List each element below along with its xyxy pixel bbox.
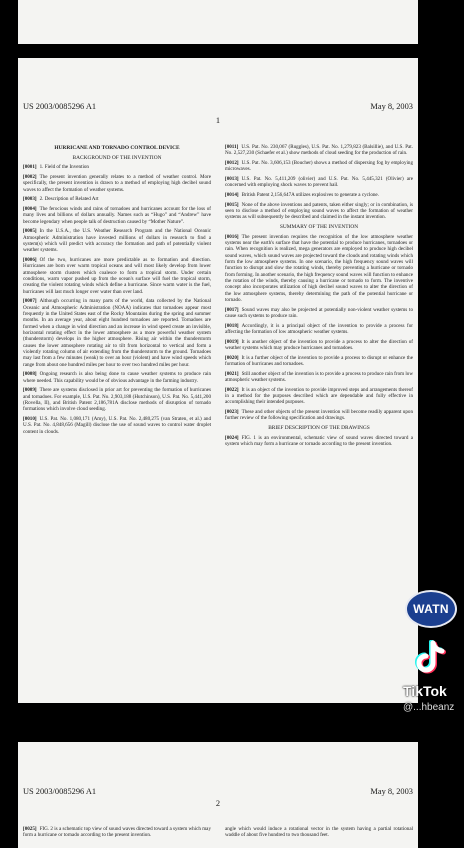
document-title: HURRICANE AND TORNADO CONTROL DEVICE (54, 145, 180, 151)
paragraph (225, 234, 413, 304)
paragraph-number: [0015] (225, 201, 239, 208)
paragraph-number: [0022] (225, 386, 239, 393)
paragraph-number: [0019] (225, 338, 239, 345)
paragraph (225, 339, 413, 352)
paragraph-number: [0011] (225, 144, 239, 150)
paragraph (225, 826, 413, 839)
paragraph-number: [0024] (225, 434, 239, 441)
page-number: 1 (215, 116, 221, 125)
paragraph-text: It is a further object of the invention to provide a process to disrupt or enhance the formation of hurricanes and tornadoes. (225, 354, 413, 367)
creator-username: @...hbeanz (403, 702, 455, 713)
paragraph-text: Still another object of the invention is to provide a process to produce rain from low atmospheric weather systems. (225, 370, 413, 383)
tiktok-logo-icon (414, 640, 446, 676)
tiktok-wordmark: TikTok (403, 683, 447, 699)
previous-page-edge (18, 0, 418, 44)
paragraph-text: These and other objects of the present invention will become readily apparent upon further review of the following specification and drawings. (225, 408, 413, 422)
paragraph-number: [0001] (23, 164, 37, 171)
paragraph (225, 355, 413, 368)
paragraph-number: [0010] (23, 415, 37, 422)
paragraph-text: 1. Field of the Invention (39, 164, 89, 171)
station-badge-label: WATN (413, 602, 449, 616)
right-text-column (225, 826, 413, 842)
paragraph (23, 228, 211, 253)
paragraph-text: It is another object of the invention to provide a process to alter the direction of weather systems which may produce hurricanes and tornadoes. (225, 338, 413, 351)
paragraph-number: [0008] (23, 371, 37, 378)
paragraph-number: [0018] (225, 322, 239, 329)
paragraph-text: It is an object of the invention to provide improved steps and arrangements thereof in a method for the purposes described which are dependable and fully effective in accomplishing their intended purposes. (225, 386, 413, 406)
paragraph-text: U.S. Pat. No. 230,067 (Ruggles), U.S. Pat. No. 1,279,823 (Balsillie), and U.S. Pat. No. 2,527,230 (Schaefer et al.) show methods of cloud seeding for the production of rain. (225, 144, 413, 157)
paragraph-number: [0009] (23, 387, 37, 394)
publication-date: May 8, 2003 (370, 787, 413, 796)
paragraph (225, 160, 413, 173)
paragraph-text: U.S. Pat. No. 5,411,209 (olivier) and U.S. Pat. No. 5,445,321 (Olivier) are concerned with employing shock waves to prevent hail. (225, 175, 413, 189)
paragraph-text: Ongoing research is also being done to cause weather systems to produce rain where needed. This capability would be of obvious advantage in the farming industry. (23, 371, 211, 384)
paragraph (23, 174, 211, 193)
paragraph-text: There are systems disclosed in prior art for preventing the formation of hurricanes and tornadoes. For example, U.S. Pat. No. 2,903,188 (Hutchinson), U.S. Pat. No. 5,441,200 (Rovella, II), and British Patent 2,186,781A disclose methods of disruption of tornado formations which involve cloud seeding. (23, 387, 211, 413)
paragraph (225, 307, 413, 320)
section-heading: SUMMARY OF THE INVENTION (279, 223, 359, 230)
paragraph-number: [0007] (23, 298, 37, 305)
left-text-column (23, 144, 211, 451)
paragraph (23, 387, 211, 412)
paragraph-number: [0014] (225, 191, 239, 198)
patent-page-1 (18, 58, 418, 703)
paragraph-number: [0017] (225, 306, 239, 313)
paragraph-text: FIG. 1 is an environmental, schematic view of sound waves directed toward a system which may form a hurricane or tornado according to the present invention. (225, 434, 413, 447)
paragraph-number: [0006] (23, 256, 37, 263)
paragraph (225, 192, 413, 198)
paragraph-text: The present invention requires the recognition of the low atmosphere weather systems near the earth's surface that have the potential to produce hurricanes, tornadoes or rain. When recognition is realized, mega generators are employed to produce high decibel sound waves, which sound waves are projected toward the clouds and rotating winds which form the low atmosphere systems. In one scenario, the high frequency sound waves will function to disrupt and slow the rotating winds, thereby preventing a hurricane or tornado from forming. In another scenario, the high frequency sound waves will function to enhance the rotation of the winds, thereby causing a hurricane or tornado to form. The inventive concept also incorporates utilization of high decibel sound waves to alter the direction of the low atmosphere systems, thereby determining the path of the potential hurricane or tornado. (225, 233, 413, 303)
paragraph (23, 371, 211, 384)
paragraph (23, 298, 211, 368)
paragraph-number: [0016] (225, 233, 239, 240)
publication-number: US 2003/0085296 A1 (23, 787, 97, 796)
paragraph-number: [0005] (23, 228, 37, 235)
paragraph (23, 206, 211, 225)
paragraph-text: The present invention generally relates to a method of weather control. More specifically, the present invention is drawn to a method of employing high decibel sound waves to affect the formation of weather systems. (23, 173, 211, 193)
paragraph (225, 435, 413, 448)
paragraph-number: [0002] (23, 173, 37, 180)
paragraph (225, 371, 413, 384)
page-header (23, 102, 413, 111)
paragraph (23, 164, 211, 170)
page-number: 2 (215, 799, 221, 808)
paragraph (225, 202, 413, 221)
section-heading: BACKGROUND OF THE INVENTION (72, 154, 162, 161)
paragraph-number: [0003] (23, 196, 37, 203)
paragraph-number: [0013] (225, 175, 239, 182)
paragraph-text: 2. Description of Related Art (39, 196, 99, 203)
section-heading: BRIEF DESCRIPTION OF THE DRAWINGS (268, 424, 370, 431)
paragraph-text: Accordingly, it is a principal object of the invention to provide a process for affecting the formation of low atmospheric weather systems. (225, 322, 413, 335)
paragraph-number: [0020] (225, 354, 239, 361)
paragraph-text: Although occurring in many parts of the world, data collected by the National Oceanic and Atmospheric Administration (NOAA) indicates that tornadoes appear most frequently in the United States east of the Rocky Mountains during the spring and summer months. In an average year, about eight hundred tornadoes are reported. Tornadoes are formed when a change in wind direction and an increase in wind speed create an invisible, horizontal rotating effect in the lower atmosphere as a more powerful weather system (thunderstorm) develops in the higher atmosphere. Rising air within the thunderstorm causes the lower atmosphere rotating air to tilt from horizontal to vertical and form a violently rotating column of air extending from the thunderstorm to the ground. Tornadoes may last from a few minutes (weak) to over an hour (violent) and have wind speeds which range from about one hundred miles per hour to over two hundred miles per hour. (23, 298, 211, 368)
paragraph (23, 196, 211, 202)
paragraph-text: British Patent 2,156,647A utilizes explosives to generate a cyclone. (241, 191, 379, 198)
publication-number: US 2003/0085296 A1 (23, 102, 97, 111)
paragraph-text: Of the two, hurricanes are more predictable as to formation and direction. Hurricanes are born over warm tropical oceans and will most likely develop from lower atmosphere storm clusters which coalesce to form a tropical storm. Under certain conditions, warm vapor pushed up from the ocean's surface will fuel the tropical storm, creating the violent rotating winds which define a hurricane. Since warm water is the fuel, hurricanes will last much longer over water than over land. (23, 256, 211, 295)
right-text-column (225, 144, 413, 451)
paragraph (225, 144, 413, 157)
paragraph (225, 409, 413, 422)
paragraph (225, 387, 413, 406)
paragraph-number: [0021] (225, 370, 239, 377)
paragraph (23, 257, 211, 295)
paragraph-text: In the U.S.A., the U.S. Weather Research Program and the National Oceanic Atmospheric Administration have invested millions of dollars in research to find a system(s) which will predict with accuracy the formation and path of potentially violent weather systems. (23, 228, 211, 254)
paragraph (225, 176, 413, 189)
paragraph-number: [0023] (225, 408, 239, 415)
paragraph-number: [0004] (23, 205, 37, 212)
paragraph-text: None of the above inventions and patents, taken either singly; or in combination, is seen to disclose a method of employing sound waves to affect the formation of weather systems as will subsequently be described and claimed in the instant invention. (225, 201, 413, 221)
paragraph-text: Sound waves may also be projected at potentially non-violent weather systems to cause such systems to produce rain. (225, 306, 413, 319)
left-text-column (23, 826, 211, 842)
station-badge (405, 590, 457, 628)
paragraph-number: [0025] (23, 826, 37, 832)
patent-page-2 (18, 742, 418, 848)
paragraph (225, 323, 413, 336)
paragraph (23, 826, 211, 839)
paragraph (23, 416, 211, 435)
paragraph-text: angle which would induce a rotational vector in the system having a partial rotational waddle of about five hundred to two thousand feet. (225, 826, 413, 839)
page-header (23, 787, 413, 796)
paragraph-text: The ferocious winds and rains of tornadoes and hurricanes account for the loss of many lives and billions of dollars annually. Names such as “Hugo” and “Andrew” have become legendary when people talk of destruction caused by “Mother Nature”. (23, 205, 211, 225)
paragraph-text: FIG. 2 is a schematic top view of sound waves directed toward a system which may form a hurricane or tornado according to the present invention. (23, 826, 211, 839)
publication-date: May 8, 2003 (370, 102, 413, 111)
paragraph-text: U.S. Pat. No. 3,606,153 (Boucher) shows a method of dispersing fog by employing microwaves. (225, 159, 413, 173)
paragraph-number: [0012] (225, 159, 239, 166)
paragraph-text: U.S. Pat. No. 1,080,171 (Amy), U.S. Pat. No. 2,480,275 (van Straten, et al.) and U.S. Pat. No. 4,848,656 (Magill) disclose the use of sound waves to control water droplet content in clouds. (23, 415, 211, 435)
